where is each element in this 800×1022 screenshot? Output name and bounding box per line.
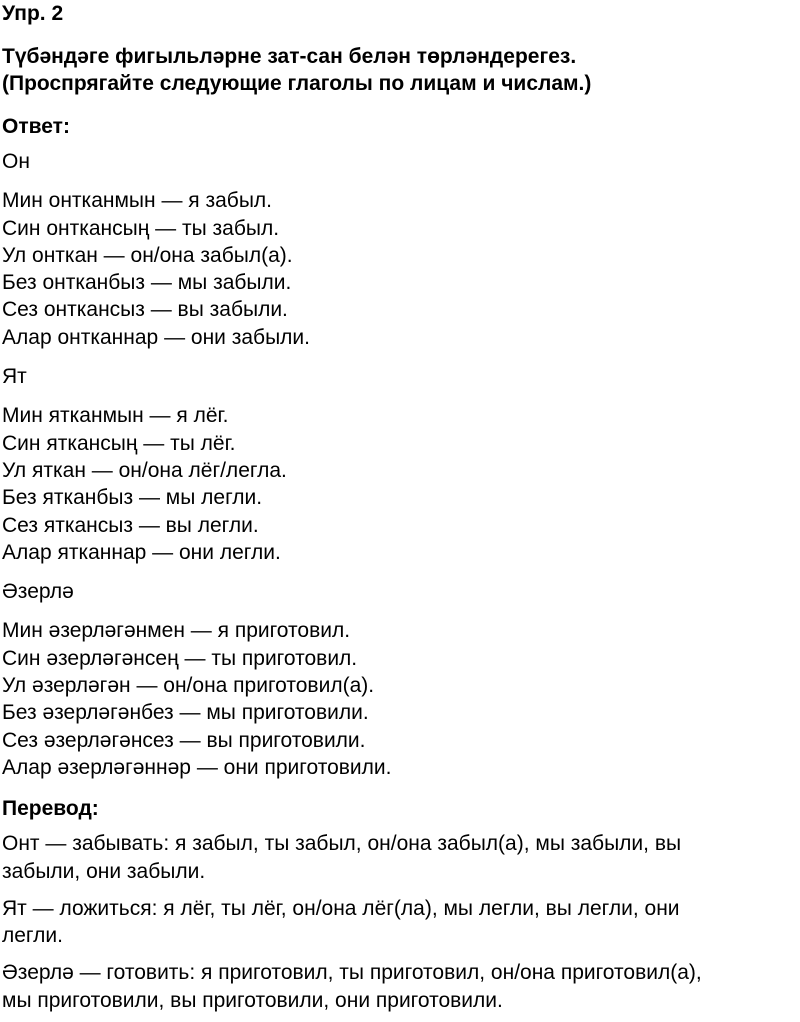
conjugation-list [2,402,798,566]
translation-line: Ят — ложиться: я лёг, ты лёг, он/она лёг(ла), мы легли, вы легли, они [2,896,680,920]
conjugation-line: Сез онткансыз — вы забыли. [2,298,288,322]
translation-line: забыли, они забыли. [2,859,206,883]
conjugation-line: Без ятканбыз — мы легли. [2,486,263,510]
conjugation-line: Мин ятканмын — я лёг. [2,404,229,428]
translation-line: Әзерлә — готовить: я приготовил, ты приготовил, он/она приготовил(а), [2,961,702,985]
conjugation-line: Без әзерләгәнбез — мы приготовили. [2,701,369,725]
answer-label: Ответ: [2,115,70,138]
conjugation-line: Ул онткан — он/она забыл(а). [2,243,293,267]
verb-section-1 [2,148,798,351]
conjugation-list [2,617,798,781]
conjugation-line: Сез әзерләгәнсез — вы приготовили. [2,728,366,752]
translation-label: Перевод: [2,797,99,821]
conjugation-line: Мин онтканмын — я забыл. [2,189,272,213]
conjugation-line: Син әзерләгәнсең — ты приготовил. [2,646,358,670]
conjugation-line: Ул әзерләгән — он/она приготовил(а). [2,674,375,698]
conjugation-line: Ул яткан — он/она лёг/легла. [2,458,287,482]
translation-paragraph [2,959,798,1014]
verb-name: Әзерлә [2,580,74,604]
conjugation-list [2,187,798,351]
conjugation-line: Без онтканбыз — мы забыли. [2,271,292,295]
document-page [2,0,798,1014]
conjugation-line: Алар онтканнар — они забыли. [2,325,310,349]
conjugation-line: Син яткансың — ты лёг. [2,431,236,455]
exercise-title: Упр. 2 [2,2,64,25]
conjugation-line: Син онткансың — ты забыл. [2,216,280,240]
conjugation-line: Алар ятканнар — они легли. [2,540,281,564]
translation-line: Онт — забывать: я забыл, ты забыл, он/она забыл(а), мы забыли, вы [2,832,682,856]
conjugation-line: Сез яткансыз — вы легли. [2,513,259,537]
task-heading [2,43,798,97]
translation-line: мы приготовили, вы приготовили, они приготовили. [2,988,503,1012]
verb-section-3 [2,578,798,781]
translation-paragraph [2,830,798,885]
conjugation-line: Алар әзерләгәннәр — они приготовили. [2,755,392,779]
verb-section-2 [2,363,798,566]
task-line-russian: (Проспрягайте следующие глаголы по лицам и числам.) [2,72,592,95]
verb-name: Он [2,150,30,173]
task-line-tatar: Түбәндәге фигыльләрне зат-сан белән төрләндерегез. [2,45,577,68]
translation-paragraph [2,895,798,950]
translation-line: легли. [2,924,63,948]
verb-name: Ят [2,365,27,389]
conjugation-line: Мин әзерләгәнмен — я приготовил. [2,619,351,643]
